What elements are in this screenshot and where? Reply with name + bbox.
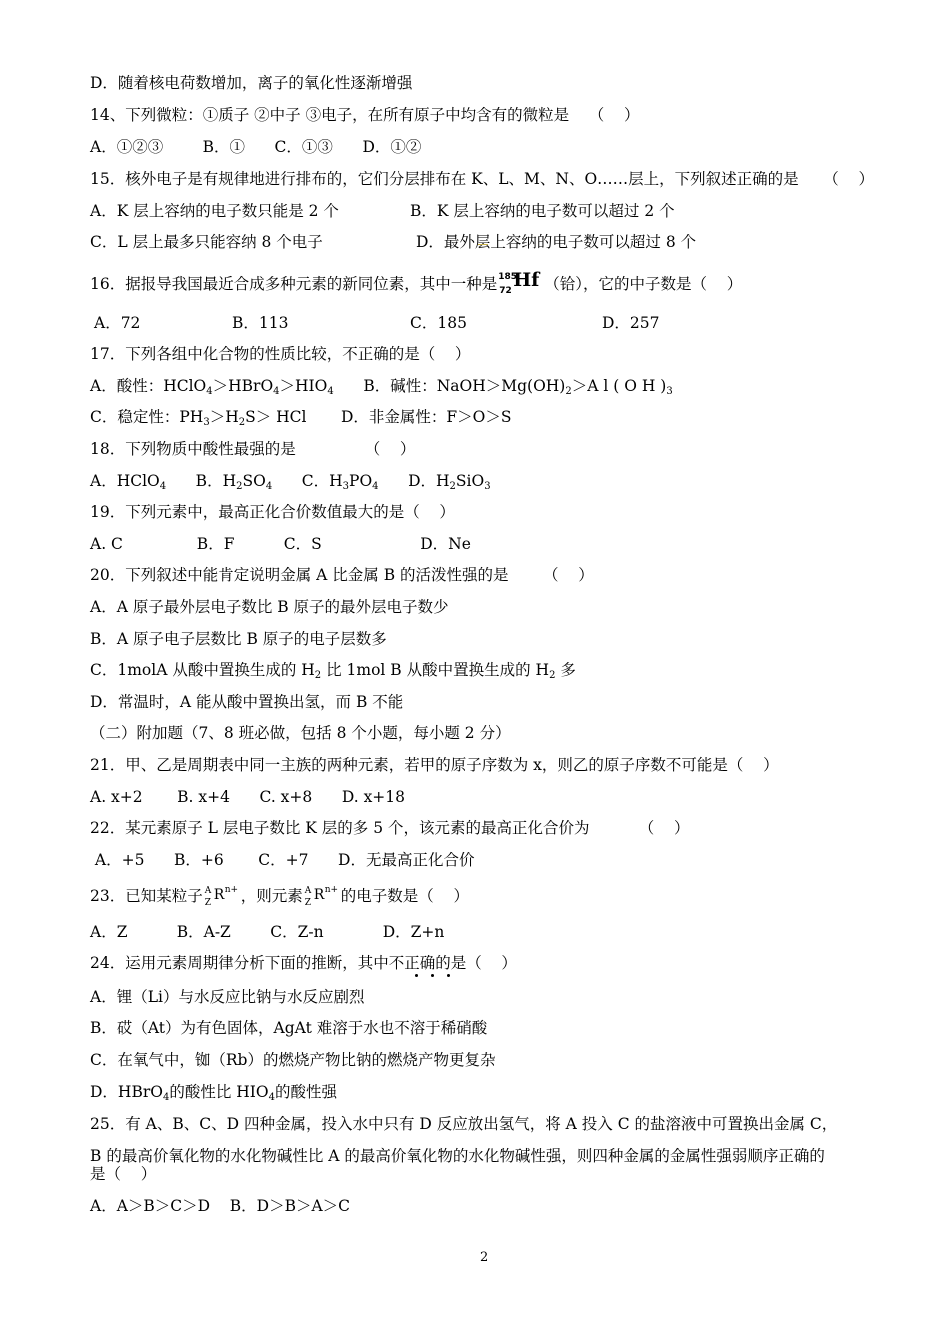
option-b-q15: B．K 层上容纳的电子数可以超过 2 个 xyxy=(410,202,675,220)
question-23: 23．已知某粒子 A Z R n+ ，则元素 A Z R n+ 的电子数是（ ） xyxy=(90,885,469,908)
question-24: 24．运用元素周期律分析下面的推断，其中不正确的是（ ） xyxy=(90,954,517,972)
options-q14: A．①②③ B．① C．①③ D．①② xyxy=(90,138,422,156)
option-d-q24: D．HBrO$_4$的酸性比 $HIO_4$的酸性强 xyxy=(90,1083,337,1103)
question-22: 22．某元素原子 L 层电子数比 K 层的多 5 个，该元素的最高正化合价为 （ ） xyxy=(90,819,690,837)
question-19: 19．下列元素中，最高正化合价数值最大的是（ ） xyxy=(90,503,455,521)
option-a-q20: A．A 原子最外层电子数比 B 原子的最外层电子数少 xyxy=(90,598,449,616)
options-q21: A. x+2 B. x+4 C. x+8 D. x+18 xyxy=(90,788,406,806)
emphasis-dot xyxy=(415,974,418,977)
nuclide-symbol: A Z R n+ xyxy=(204,885,239,908)
options-q17-cd: C．稳定性：$PH_3>H_2S>$ HCl D．非金属性：F＞O＞S xyxy=(90,408,512,428)
options-q25: A．A＞B＞C＞D B．D＞B＞A＞C xyxy=(90,1197,351,1215)
question-18: 18．下列物质中酸性最强的是 （ ） xyxy=(90,440,416,458)
hafnium-isotope-symbol: 185 72 Hf xyxy=(498,269,540,296)
question-16: 16．据报导我国最近合成多种元素的新同位素，其中一种是 185 72 Hf （铪），它的中子数是（ ） xyxy=(90,269,743,296)
option-a-q24: A．锂（Li）与水反应比钠与水反应剧烈 xyxy=(90,988,365,1006)
options-q16: A．72 B．113 C．185 D．257 xyxy=(94,314,660,332)
option-c-q20: C．1molA 从酸中置换生成的 $H_2$ 比 1mol B 从酸中置换生成的 $H_2$ 多 xyxy=(90,661,576,681)
question-25-cont: B 的最高价氧化物的水化物碱性比 A 的最高价氧化物的水化物碱性强，则四种金属的金属性强弱顺序正确的 xyxy=(90,1147,825,1165)
options-q19: A. C B．F C．S D．Ne xyxy=(90,535,471,553)
option-c-q24: C．在氧气中，铷（Rb）的燃烧产物比钠的燃烧产物更复杂 xyxy=(90,1051,496,1069)
page-number: 2 xyxy=(480,1250,489,1265)
question-21: 21．甲、乙是周期表中同一主族的两种元素，若甲的原子序数为 x，则乙的原子序数不可能是（ ） xyxy=(90,756,779,774)
emphasis-dot xyxy=(431,974,434,977)
options-q15-cd: C．L 层上最多只能容纳 8 个电子 D．最外层上容纳的电子数可以超过 8 个 xyxy=(90,233,697,251)
option-b-q20: B．A 原子电子层数比 B 原子的电子层数多 xyxy=(90,630,387,648)
question-25: 25．有 A、B、C、D 四种金属，投入水中只有 D 反应放出氢气，将 A 投入 C 的盐溶液中可置换出金属 C， xyxy=(90,1115,838,1133)
nuclide-symbol: A Z R n+ xyxy=(304,885,339,908)
emphasis-dot xyxy=(447,974,450,977)
question-25-end: 是（ ） xyxy=(90,1165,157,1183)
options-q22: A．+5 B．+6 C．+7 D．无最高正化合价 xyxy=(90,851,475,869)
options-q15-ab: A．K 层上容纳的电子数只能是 2 个 B．K 层上容纳的电子数可以超过 2 个 xyxy=(90,202,675,220)
question-17: 17．下列各组中化合物的性质比较，不正确的是（ ） xyxy=(90,345,471,363)
options-q17-ab: A．酸性：$HClO_4>HBrO_4>HIO_4$ B．碱性：$NaOH>Mg(OH)_2>A$ l ( O H )$_3$ xyxy=(90,377,673,397)
handwriting-mark xyxy=(478,238,488,245)
option-d-q20: D．常温时，A 能从酸中置换出氢，而 B 不能 xyxy=(90,693,404,711)
question-14: 14、下列微粒：①质子 ②中子 ③电子，在所有原子中均含有的微粒是 （ ） xyxy=(90,106,640,124)
section-heading-bonus: （二）附加题（7、8 班必做，包括 8 个小题，每小题 2 分） xyxy=(90,724,511,742)
options-q23: A．Z B．A-Z C．Z-n D．Z+n xyxy=(90,923,445,941)
option-d-q15: D．最外层上容纳的电子数可以超过 8 个 xyxy=(416,233,697,251)
question-15: 15．核外电子是有规律地进行排布的，它们分层排布在 K、L、M、N、O……层上，下列叙述正确的是 （ ） xyxy=(90,170,875,188)
options-q18: A．HClO$_4$ B．$H_2SO_4$ C．$H_3PO_4$ D．$H_2SiO_3$ xyxy=(90,472,491,492)
question-20: 20．下列叙述中能肯定说明金属 A 比金属 B 的活泼性强的是 （ ） xyxy=(90,566,594,584)
option-b-q24: B．砹（At）为有色固体，AgAt 难溶于水也不溶于稀硝酸 xyxy=(90,1019,488,1037)
option-d-q13: D．随着核电荷数增加，离子的氧化性逐渐增强 xyxy=(90,74,413,92)
